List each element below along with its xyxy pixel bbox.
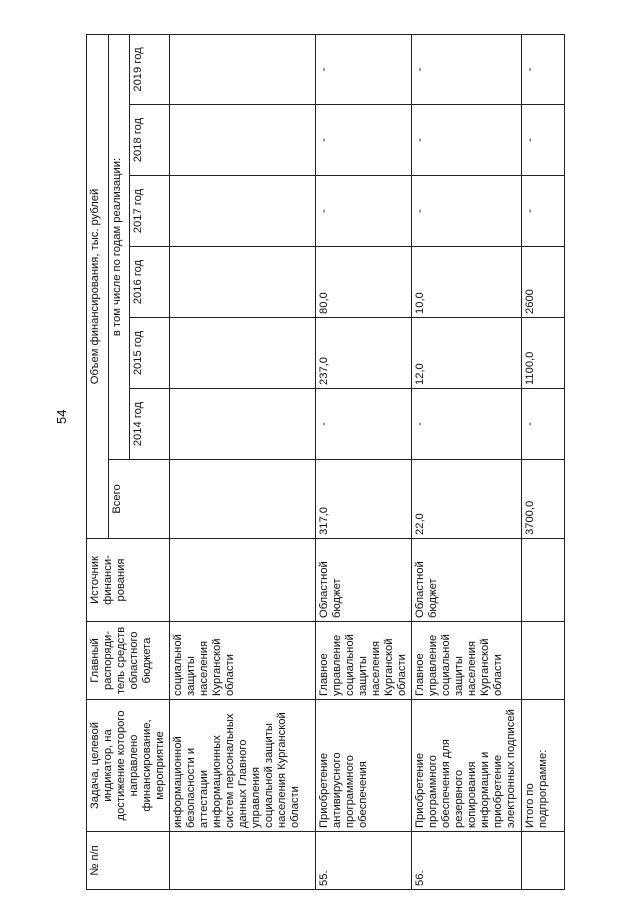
financing-table — [86, 34, 565, 890]
row-total: 317,0 — [316, 460, 412, 539]
row-num: 55. — [316, 832, 412, 890]
row-task: информационной безопасности и аттестации информационных систем персональных данных Главного управления социальной защиты населения Курганской области — [170, 700, 316, 832]
header-by-years: в том числе по годам реализации: — [109, 34, 130, 459]
rotated-table-wrapper — [86, 35, 558, 890]
row-year-2017 — [170, 176, 316, 247]
row-year-2019: - — [316, 34, 412, 104]
row-source — [522, 539, 565, 622]
row-year-2019 — [170, 34, 316, 104]
header-year-2017: 2017 год — [130, 176, 170, 247]
header-manager: Главный распоряди-тель средств областного бюджета — [87, 622, 170, 700]
row-year-2015 — [170, 318, 316, 389]
row-total — [170, 460, 316, 539]
row-year-2017: - — [316, 176, 412, 247]
row-year-2019: - — [412, 34, 522, 104]
row-year-2017: - — [522, 176, 565, 247]
row-year-2014 — [170, 389, 316, 460]
row-manager — [522, 622, 565, 700]
table-row — [170, 34, 316, 889]
row-manager: социальной защиты населения Курганской области — [170, 622, 316, 700]
table-row — [412, 34, 522, 889]
row-num — [522, 832, 565, 890]
header-year-2019: 2019 год — [130, 34, 170, 104]
row-total: 3700,0 — [522, 460, 565, 539]
row-year-2016: 2600 — [522, 247, 565, 318]
row-manager: Главное управление социальной защиты населения Курганской области — [316, 622, 412, 700]
page-number: 54 — [54, 409, 69, 424]
row-year-2017: - — [412, 176, 522, 247]
row-year-2016: 80,0 — [316, 247, 412, 318]
row-year-2016: 10,0 — [412, 247, 522, 318]
row-total: 22,0 — [412, 460, 522, 539]
row-year-2018: - — [522, 105, 565, 176]
header-year-2018: 2018 год — [130, 105, 170, 176]
row-num — [170, 832, 316, 890]
header-source: Источник финанси-рования — [87, 539, 170, 622]
header-task: Задача, целевой индикатор, на достижение которого направлено финансирование, мероприятие — [87, 700, 170, 832]
header-volume: Объем финансирования, тыс. рублей — [87, 34, 109, 538]
header-year-2016: 2016 год — [130, 247, 170, 318]
row-year-2015: 237,0 — [316, 318, 412, 389]
header-year-2014: 2014 год — [130, 389, 170, 460]
row-year-2018 — [170, 105, 316, 176]
row-source: Областной бюджет — [316, 539, 412, 622]
row-manager: Главное управление социальной защиты населения Курганской области — [412, 622, 522, 700]
table-row — [522, 34, 565, 889]
row-year-2015: 12,0 — [412, 318, 522, 389]
row-task: Итого по подпрограмме: — [522, 700, 565, 832]
header-total: Всего — [109, 460, 170, 539]
row-num: 56. — [412, 832, 522, 890]
header-num: № п/п — [87, 832, 170, 890]
row-task: Приобретение антивирусного программного обеспечения — [316, 700, 412, 832]
row-year-2018: - — [412, 105, 522, 176]
row-year-2016 — [170, 247, 316, 318]
row-source — [170, 539, 316, 622]
row-year-2019: - — [522, 34, 565, 104]
row-year-2014: - — [412, 389, 522, 460]
row-task: Приобретение программного обеспечения для резервного копирования информации и приобретение электронных подписей — [412, 700, 522, 832]
row-year-2014: - — [522, 389, 565, 460]
table-row — [316, 34, 412, 889]
row-source: Областной бюджет — [412, 539, 522, 622]
header-year-2015: 2015 год — [130, 318, 170, 389]
row-year-2018: - — [316, 105, 412, 176]
row-year-2014: - — [316, 389, 412, 460]
row-year-2015: 1100,0 — [522, 318, 565, 389]
